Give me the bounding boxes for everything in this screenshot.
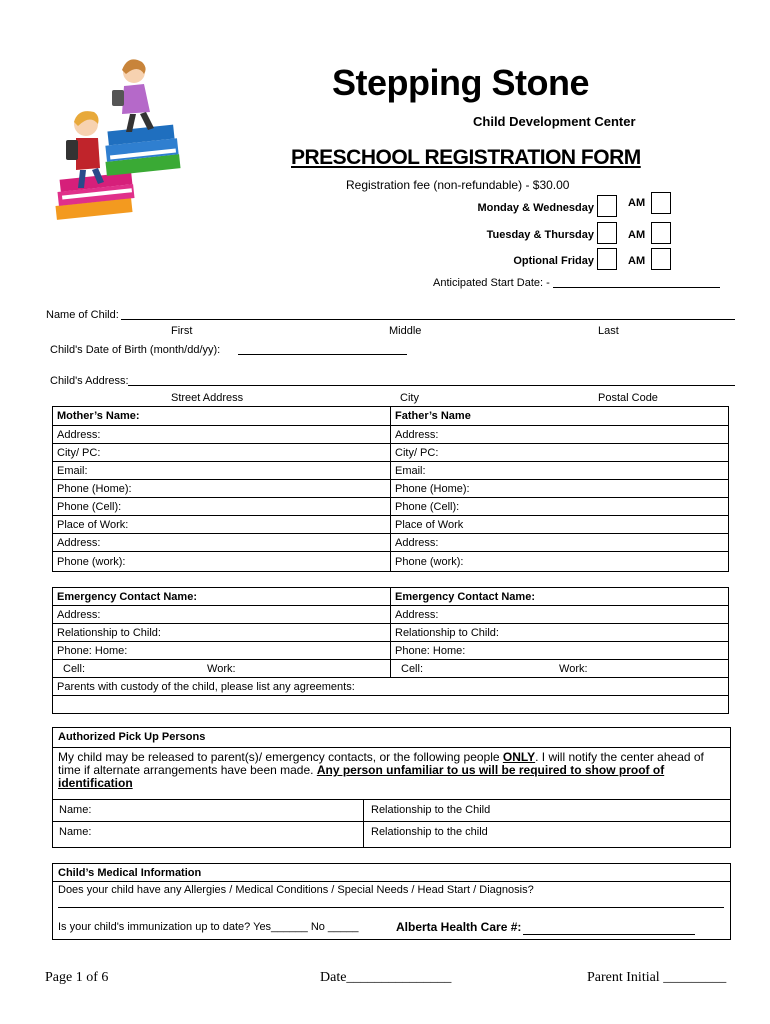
child-address-label: Child's Address:: [50, 375, 129, 387]
father-address-cell[interactable]: Address:: [391, 426, 729, 444]
checkbox-mon-wed[interactable]: [597, 195, 617, 217]
emergency-relationship-right[interactable]: Relationship to Child:: [391, 624, 729, 642]
pickup-text-2: . I will notify the center ahead of time if alternate arrangements have been made.: [58, 750, 704, 777]
emergency-phone-right[interactable]: Phone: Home:: [391, 642, 729, 660]
emergency-name-right[interactable]: Emergency Contact Name:: [391, 588, 729, 606]
mother-phone-home-cell[interactable]: Phone (Home):: [53, 480, 391, 498]
mother-city-cell[interactable]: City/ PC:: [53, 444, 391, 462]
father-phone-work-cell[interactable]: Phone (work):: [391, 552, 729, 572]
checkbox-tue-thu-am[interactable]: [651, 222, 671, 244]
first-name-caption: First: [171, 325, 193, 337]
father-work-place-cell[interactable]: Place of Work: [391, 516, 729, 534]
emergency-cell-work-left[interactable]: [53, 660, 391, 678]
health-care-field[interactable]: [523, 934, 695, 935]
start-date-label: Anticipated Start Date: -: [433, 277, 550, 289]
emergency-phone-left[interactable]: Phone: Home:: [53, 642, 391, 660]
child-name-label: Name of Child:: [46, 309, 119, 321]
father-city-cell[interactable]: City/ PC:: [391, 444, 729, 462]
medical-header: Child’s Medical Information: [58, 867, 202, 879]
medical-section: [52, 863, 731, 940]
father-email-cell[interactable]: Email:: [391, 462, 729, 480]
middle-name-caption: Middle: [389, 325, 422, 337]
emergency-table: [52, 587, 729, 714]
page-number: Page 1 of 6: [45, 970, 109, 985]
pickup-relationship-1[interactable]: Relationship to the Child: [371, 804, 491, 816]
pickup-name-1[interactable]: Name:: [59, 804, 92, 816]
mother-work-address-cell[interactable]: Address:: [53, 534, 391, 552]
cell-label: Cell:: [401, 662, 424, 675]
dob-label: Child's Date of Birth (month/dd/yy):: [50, 344, 221, 356]
session-label: AM: [628, 255, 646, 267]
mother-phone-work-cell[interactable]: Phone (work):: [53, 552, 391, 572]
mother-phone-cell-cell[interactable]: Phone (Cell):: [53, 498, 391, 516]
schedule-day-tue-thu: Tuesday & Thursday: [486, 229, 594, 241]
father-name-header[interactable]: Father’s Name: [391, 407, 729, 426]
custody-agreements-cell[interactable]: Parents with custody of the child, please list any agreements:: [53, 678, 729, 696]
pickup-header: Authorized Pick Up Persons: [58, 731, 206, 743]
dob-field[interactable]: [238, 354, 407, 355]
cell-label: Cell:: [63, 662, 86, 675]
father-work-address-cell[interactable]: Address:: [391, 534, 729, 552]
start-date-field[interactable]: [553, 287, 720, 288]
session-label: AM: [628, 229, 646, 241]
father-phone-cell-cell[interactable]: Phone (Cell):: [391, 498, 729, 516]
child-address-field[interactable]: [128, 385, 735, 386]
work-label: Work:: [207, 662, 236, 675]
pickup-relationship-2[interactable]: Relationship to the child: [371, 826, 488, 838]
custody-agreements-field[interactable]: [53, 696, 729, 714]
registration-fee: Registration fee (non-refundable) - $30.00: [346, 178, 570, 192]
schedule-day-mon-wed: Monday & Wednesday: [477, 202, 594, 214]
date-field[interactable]: Date_______________: [320, 970, 452, 985]
mother-address-cell[interactable]: Address:: [53, 426, 391, 444]
schedule-day-friday: Optional Friday: [513, 255, 594, 267]
pickup-statement: [58, 751, 722, 790]
emergency-address-right[interactable]: Address:: [391, 606, 729, 624]
postal-caption: Postal Code: [598, 392, 658, 404]
immunization-question[interactable]: Is your child's immunization up to date? Yes______ No _____: [58, 921, 359, 933]
father-phone-home-cell[interactable]: Phone (Home):: [391, 480, 729, 498]
mother-name-header[interactable]: Mother’s Name:: [53, 407, 391, 426]
last-name-caption: Last: [598, 325, 619, 337]
center-title: Stepping Stone: [332, 62, 589, 103]
emergency-address-left[interactable]: Address:: [53, 606, 391, 624]
emergency-cell-work-right[interactable]: [391, 660, 729, 678]
pickup-identification-requirement: Any person unfamiliar to us will be required to show proof of identification: [58, 763, 665, 790]
street-caption: Street Address: [171, 392, 244, 404]
pickup-section: [52, 727, 731, 848]
city-caption: City: [400, 392, 419, 404]
center-subtitle: Child Development Center: [473, 114, 636, 129]
medical-answer-line[interactable]: [58, 907, 724, 908]
checkbox-mon-wed-am[interactable]: [651, 192, 671, 214]
parents-table: [52, 406, 729, 572]
health-care-label: Alberta Health Care #:: [396, 920, 522, 934]
pickup-text-1: My child may be released to parent(s)/ emergency contacts, or the following people: [58, 750, 503, 764]
child-name-field[interactable]: [121, 319, 735, 320]
parent-initial-field[interactable]: Parent Initial _________: [587, 970, 727, 985]
pickup-only: ONLY: [502, 750, 536, 764]
children-on-books-logo: [50, 52, 190, 234]
checkbox-tue-thu[interactable]: [597, 222, 617, 244]
mother-email-cell[interactable]: Email:: [53, 462, 391, 480]
emergency-relationship-left[interactable]: Relationship to Child:: [53, 624, 391, 642]
medical-question: Does your child have any Allergies / Medical Conditions / Special Needs / Head Start / Diagnosis?: [58, 884, 534, 896]
checkbox-friday-am[interactable]: [651, 248, 671, 270]
session-label: AM: [628, 197, 646, 209]
mother-work-place-cell[interactable]: Place of Work:: [53, 516, 391, 534]
emergency-name-left[interactable]: Emergency Contact Name:: [53, 588, 391, 606]
form-title: PRESCHOOL REGISTRATION FORM: [291, 146, 641, 169]
checkbox-friday[interactable]: [597, 248, 617, 270]
pickup-name-2[interactable]: Name:: [59, 826, 92, 838]
work-label: Work:: [559, 662, 588, 675]
